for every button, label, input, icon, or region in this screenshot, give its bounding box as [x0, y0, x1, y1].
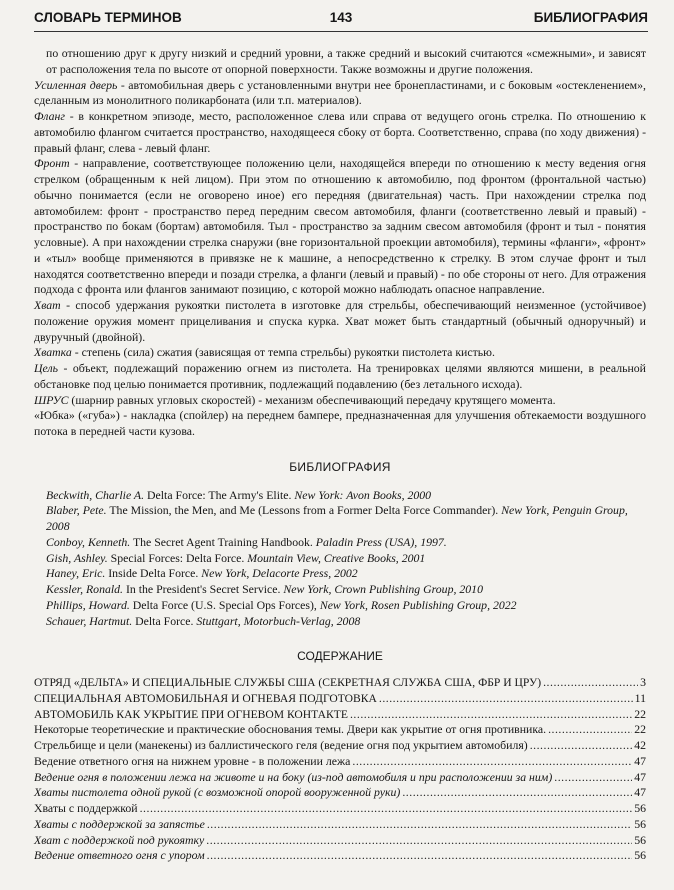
toc-leader — [548, 722, 632, 738]
glossary-entry — [34, 361, 646, 393]
toc-item-title: СПЕЦИАЛЬНАЯ АВТОМОБИЛЬНАЯ И ОГНЕВАЯ ПОДГОТОВКА — [34, 691, 377, 705]
bib-publisher: Mountain View, Creative Books, 2001 — [247, 550, 426, 565]
bib-publisher: New York, Penguin Group, 2008 — [46, 503, 628, 533]
bibliography-title: БИБЛИОГРАФИЯ — [289, 459, 391, 474]
bib-work: Delta Force (U.S. Special Ops Forces), — [129, 597, 320, 612]
toc-item[interactable] — [34, 707, 646, 723]
bib-author: Blaber, Pete. — [46, 503, 107, 518]
bib-author: Phillips, Howard. — [46, 597, 130, 612]
toc-item-title: АВТОМОБИЛЬ КАК УКРЫТИЕ ПРИ ОГНЕВОМ КОНТАКТЕ — [34, 707, 348, 721]
toc-leader — [554, 770, 632, 786]
page-content — [34, 46, 646, 864]
glossary-definition: - степень (сила) сжатия (зависящая от темпа стрельбы) рукоятки пистолета кистью. — [71, 345, 495, 360]
bib-publisher: Stuttgart, Motorbuch-Verlag, 2008 — [196, 613, 361, 628]
bib-publisher: Paladin Press (USA), 1997. — [315, 534, 447, 549]
toc-item-page: 42 — [634, 738, 646, 752]
bib-publisher: New York: Avon Books, 2000 — [294, 487, 432, 502]
toc-item-title: Ведение ответного огня с упором — [34, 848, 205, 863]
toc-item-page: 56 — [634, 832, 646, 847]
toc-item[interactable] — [34, 754, 646, 770]
toc-leader — [140, 801, 633, 817]
glossary-definition: - объект, подлежащий поражению огнем из пистолета. На тренировках целями являются мишени, в реальной обстановке под целью понимается противник, подлежащий подавлению (без летального исхода). — [34, 361, 646, 391]
toc-item[interactable] — [34, 817, 646, 833]
bib-author: Beckwith, Charlie A. — [46, 487, 145, 502]
glossary-term: Хват — [34, 298, 61, 312]
toc-item-title: Некоторые теоретические и практические обоснования темы. Двери как укрытие от огня противника. — [34, 722, 547, 737]
bibliography-item — [34, 535, 646, 551]
glossary-term: Фланг — [34, 109, 65, 123]
toc-item-title: Стрельбище и цели (манекены) из баллистического геля (ведение огня под укрытием автомобиля) — [34, 738, 528, 752]
bib-publisher: New York, Delacorte Press, 2002 — [201, 566, 358, 581]
toc-leader — [352, 754, 632, 770]
bib-work: In the President's Secret Service. — [123, 582, 284, 596]
header-rule — [34, 31, 648, 32]
table-of-contents — [34, 675, 646, 864]
bibliography-item — [34, 582, 646, 598]
bib-publisher: New York, Crown Publishing Group, 2010 — [283, 582, 483, 596]
glossary-entry — [34, 408, 646, 440]
bibliography-list — [34, 488, 646, 630]
glossary-entry — [34, 298, 646, 345]
toc-item-title: ОТРЯД «ДЕЛЬТА» И СПЕЦИАЛЬНЫЕ СЛУЖБЫ США (СЕКРЕТНАЯ СЛУЖБА США, ФБР И ЦРУ) — [34, 676, 542, 689]
bib-author: Gish, Ashley. — [46, 550, 108, 565]
toc-leader — [206, 833, 632, 849]
bib-author: Haney, Eric. — [46, 566, 106, 581]
glossary-term: Усиленная дверь — [34, 77, 118, 92]
toc-item[interactable] — [34, 691, 646, 707]
bibliography-item — [34, 614, 646, 630]
toc-item-title: Ведение ответного огня на нижнем уровне - в положении лежа — [34, 753, 351, 768]
glossary-term: Фронт — [34, 156, 70, 171]
glossary-term: Хватка — [34, 345, 72, 360]
toc-item-title: Ведение огня в положении лежа на животе и на боку (из-под автомобиля и при расположении за ним) — [34, 769, 553, 784]
toc-item[interactable] — [34, 722, 646, 738]
glossary-definition: (шарнир равных угловых скоростей) - механизм обеспечивающий передачу крутящего момента. — [68, 392, 556, 407]
bibliography-item — [34, 488, 646, 504]
glossary-entry — [34, 78, 646, 110]
bib-work: Delta Force. — [132, 613, 197, 628]
toc-leader — [530, 738, 633, 754]
toc-item-page: 47 — [634, 753, 646, 768]
bibliography-item — [34, 503, 646, 535]
running-header — [34, 10, 648, 32]
toc-item[interactable] — [34, 738, 646, 754]
toc-item-title: Хваты с поддержкой — [34, 801, 138, 815]
glossary-definition: - способ удержания рукоятки пистолета в изготовке для стрельбы, обеспечивающий неизменное (устойчивое) положение оружия момент прицеливания и спуска курка. Хват может быть стандартный (обычный одноручный) и двуручный (двойной). — [34, 298, 646, 344]
glossary-entry — [34, 393, 646, 409]
glossary — [34, 46, 646, 440]
toc-leader — [543, 675, 638, 691]
bib-work: The Mission, the Men, and Me (Lessons from a Former Delta Force Commander). — [106, 503, 502, 518]
bibliography-item — [34, 551, 646, 567]
glossary-definition: - в конкретном эпизоде, место, расположенное слева или справа от ведущего огонь стрелка. По отношению к автомобилю флангом считается пространство, находящееся сбоку от борта. Соответственно, справа (по ходу движения) - правый фланг, слева - левый фланг. — [34, 109, 646, 155]
toc-item-page: 22 — [634, 722, 646, 737]
bib-author: Conboy, Kenneth. — [46, 534, 131, 549]
toc-item[interactable] — [34, 770, 646, 786]
toc-item-page: 22 — [634, 706, 646, 721]
toc-leader — [207, 848, 633, 864]
toc-item-page: 47 — [634, 769, 646, 784]
glossary-definition: - автомобильная дверь с установленными внутри нее бронепластинами, и с боковым «остекленением», сделанным из монолитного поликарбоната (или т.п. материалов). — [34, 77, 646, 108]
glossary-term: ШРУС — [34, 392, 69, 407]
toc-leader — [402, 785, 632, 801]
toc-item[interactable] — [34, 675, 646, 691]
bib-work: Delta Force: The Army's Elite. — [144, 487, 295, 502]
header-chapter-title: БИБЛИОГРАФИЯ — [533, 10, 648, 25]
glossary-term: Цель — [34, 361, 58, 375]
bib-work: The Secret Agent Training Handbook. — [130, 534, 316, 549]
glossary-entry — [34, 156, 646, 298]
toc-item-page: 56 — [634, 801, 646, 815]
glossary-entry — [34, 345, 646, 361]
glossary-definition: («губа») - накладка (спойлер) на переднем бампере, предназначенная для улучшения обтекаемости воздушного потока в передней части кузова. — [34, 408, 646, 438]
glossary-entry — [34, 46, 646, 78]
toc-leader — [350, 707, 632, 723]
bibliography-item — [34, 566, 646, 582]
bib-work: Inside Delta Force. — [105, 566, 202, 581]
toc-item[interactable] — [34, 785, 646, 801]
bib-publisher: New York, Rosen Publishing Group, 2022 — [319, 597, 517, 612]
toc-item-title: Хваты с поддержкой за запястье — [34, 816, 205, 831]
toc-item-page: 56 — [634, 848, 646, 863]
bib-work: Special Forces: Delta Force. — [107, 550, 248, 565]
toc-item-page: 47 — [634, 785, 646, 800]
toc-item[interactable] — [34, 833, 646, 849]
toc-leader — [207, 817, 632, 833]
toc-leader — [379, 691, 633, 707]
toc-item-page: 3 — [640, 675, 646, 689]
page-number: 143 — [329, 10, 353, 25]
bib-author: Kessler, Ronald. — [46, 582, 124, 596]
bibliography-item — [34, 598, 646, 614]
toc-item[interactable] — [34, 848, 646, 864]
toc-title: СОДЕРЖАНИЕ — [297, 649, 383, 664]
glossary-entry — [34, 109, 646, 156]
toc-item-title: Хват с поддержкой под рукоятку — [34, 832, 205, 847]
toc-item[interactable] — [34, 801, 646, 817]
toc-item-page: 11 — [634, 690, 646, 705]
header-section-title: СЛОВАРЬ ТЕРМИНОВ — [34, 10, 182, 25]
glossary-term: «Юбка» — [34, 408, 75, 423]
toc-item-page: 56 — [634, 816, 646, 831]
glossary-definition: - направление, соответствующее положению цели, находящейся впереди по отношению к месту ведения огня стрелком (обращенным к ней лицом). При этом по отношению к автомобилю, под фронтом (фронтальной частью) обычно понимается (если не оговорено иное) его передняя (двигательная) часть. При нахождении стрелка под автомобилем: фронт - пространство перед передним свесом автомобиля, фланги (соответственно левый и правый) - пространство по бокам (бортам) автомобиля. Тыл - пространство за задним свесом автомобиля (фронт и тыл - понятия условные). А при нахождении стрелка снаружи (вне горизонтальной проекции автомобиля), термины «фланги», «фронт» и «тыл» вообще применяются в привязке не к машине, а непосредственно к стрелку. В этом случае фронт и тыл находятся соответственно впереди и позади стрелка, а фланги (левый и правый) - по обе стороны от него. Для отражения подхода с фронта или флангов занимают позицию, с которой можно наблюдать опасное направление. — [34, 156, 646, 297]
toc-item-title: Хваты пистолета одной рукой (с возможной опорой вооруженной руки) — [34, 785, 401, 800]
glossary-continuation: по отношению друг к другу низкий и средний уровни, а также средний и высокий считаются «смежными», и зависят от расположения тела по высоте от опорной поверхности. Также возможны и другие положения. — [46, 46, 646, 76]
bib-author: Schauer, Hartmut. — [46, 613, 133, 628]
